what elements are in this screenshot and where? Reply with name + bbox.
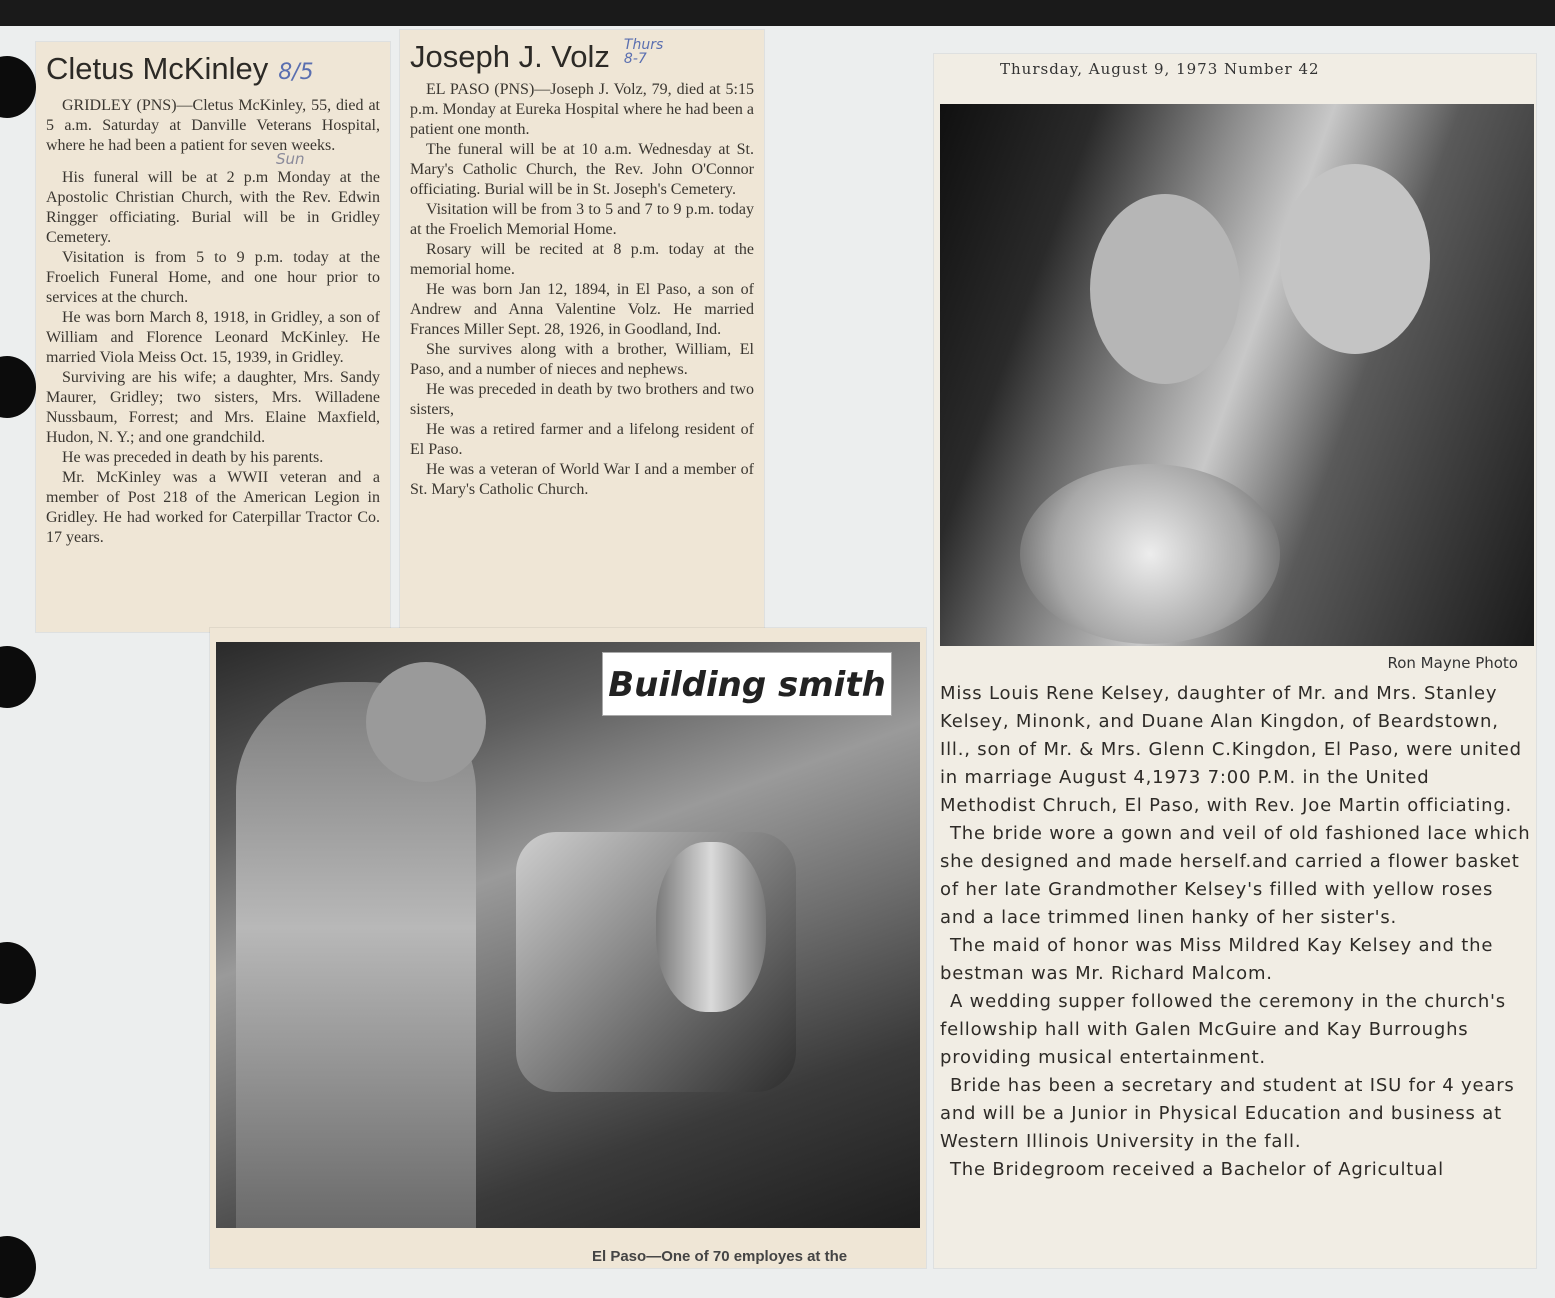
obituary-clipping-mckinley [36,42,390,632]
obituary-paragraph: He was born Jan 12, 1894, in El Paso, a son of Andrew and Anna Valentine Volz. He married Frances Miller Sept. 28, 1926, in Goodland, Ind. [410,281,754,338]
binder-holes [0,0,38,1268]
wedding-couple-photo [940,104,1534,646]
obituary-paragraph: Visitation is from 5 to 9 p.m. today at the Froelich Funeral Home, and one hour prior to services at the church. [46,249,380,306]
obituary-paragraph: Surviving are his wife; a daughter, Mrs. Sandy Maurer, Gridley; two sisters, Mrs. Willadene Nussbaum, Forrest; and Mrs. Elaine Maxfield, Hudon, N. Y.; and one grandchild. [46,369,380,446]
obituary-paragraph: He was preceded in death by his parents. [62,449,324,466]
worker-head [366,662,486,782]
obituary-paragraph: He was a retired farmer and a lifelong resident of El Paso. [410,421,754,458]
obituary-clipping-volz [400,30,764,628]
wedding-paragraph: Miss Louis Rene Kelsey, daughter of Mr. and Mrs. Stanley Kelsey, Minonk, and Duane Alan Kingdon, of Beardstown, Ill., son of Mr. & Mrs. Glenn C.Kingdon, El Paso, were united in marriage August 4,1973 7:00 P.M. in the United Methodist Chruch, El Paso, with Rev. Joe Martin officiating. [940,683,1522,816]
obituary-paragraph: The funeral will be at 10 a.m. Wednesday at St. Mary's Catholic Church, the Rev. John O'Connor officiating. Burial will be in St. Joseph's Cemetery. [410,141,754,198]
headline-text: Cletus McKinley [46,51,269,86]
handwritten-note [624,38,663,66]
building-smith-headline: Building smith [602,652,892,716]
obituary-paragraph: He was preceded in death by two brothers and two sisters, [410,381,754,418]
handwritten-note-bottom: 8-7 [623,51,647,67]
bouquet [1020,464,1280,644]
obituary-paragraph: His funeral will be at 2 p.m Monday at the Apostolic Christian Church, with the Rev. Edwin Ringger officiating. Burial will be in Gridley Cemetery. [46,169,380,246]
obituary-paragraph: GRIDLEY (PNS)—Cletus McKinley, 55, died at 5 a.m. Saturday at Danville Veterans Hospital, where he had been a patient for seven weeks. [46,97,380,154]
wedding-paragraph: The bride wore a gown and veil of old fashioned lace which she designed and made herself.and carried a flower basket of her late Grandmother Kelsey's filled with yellow roses and a lace trimmed linen hanky of her sister's. [940,823,1531,928]
welding-tank [656,842,766,1012]
wedding-text [940,680,1532,1184]
binder-hole [0,56,36,118]
binder-hole [0,356,36,418]
building-smith-clipping [210,628,926,1268]
wedding-paragraph: A wedding supper followed the ceremony in the church's fellowship hall with Galen McGuire and Kay Burroughs providing musical entertainment. [940,991,1506,1068]
wedding-paragraph: The Bridegroom received a Bachelor of Agricultual [950,1159,1444,1180]
obituary-paragraph: She survives along with a brother, William, El Paso, and a number of nieces and nephews. [410,341,754,378]
scan-top-edge [0,0,1555,26]
handwritten-mark: Sun [276,150,305,168]
headline-text: Joseph J. Volz [410,39,610,74]
photo-caption: El Paso—One of 70 employes at the [592,1248,848,1265]
wedding-paragraph: Bride has been a secretary and student at ISU for 4 years and will be a Junior in Physical Education and business at Western Illinois University in the fall. [940,1075,1515,1152]
newspaper-dateline: Thursday, August 9, 1973 Number 42 [1000,60,1320,78]
obituary-paragraph: EL PASO (PNS)—Joseph J. Volz, 79, died at 5:15 p.m. Monday at Eureka Hospital where he had been a patient one month. [410,81,754,138]
obituary-paragraph: Mr. McKinley was a WWII veteran and a member of Post 218 of the American Legion in Gridley. He had worked for Caterpillar Tractor Co. 17 years. [46,469,380,546]
obituary-paragraph: Visitation will be from 3 to 5 and 7 to 9 p.m. today at the Froelich Memorial Home. [410,201,754,238]
obituary-paragraph: Rosary will be recited at 8 p.m. today at the memorial home. [410,241,754,278]
obituary-paragraph: He was born March 8, 1918, in Gridley, a son of William and Florence Leonard McKinley. He married Viola Meiss Oct. 15, 1939, in Gridley. [46,309,380,366]
binder-hole [0,942,36,1004]
groom-face [1280,164,1430,354]
handwritten-date: 8/5 [278,60,314,85]
obituary-paragraph: He was a veteran of World War I and a member of St. Mary's Catholic Church. [410,461,754,498]
binder-hole [0,646,36,708]
wedding-paragraph: The maid of honor was Miss Mildred Kay Kelsey and the bestman was Mr. Richard Malcom. [940,935,1494,984]
photo-credit: Ron Mayne Photo [1387,654,1518,672]
handwritten-note-top: Thurs [623,37,664,53]
obituary-headline [410,38,754,76]
bride-face [1090,194,1240,384]
obituary-headline [46,50,380,92]
binder-hole [0,1236,36,1298]
worker-photo [216,642,920,1228]
wedding-announcement-clipping [934,54,1536,1268]
